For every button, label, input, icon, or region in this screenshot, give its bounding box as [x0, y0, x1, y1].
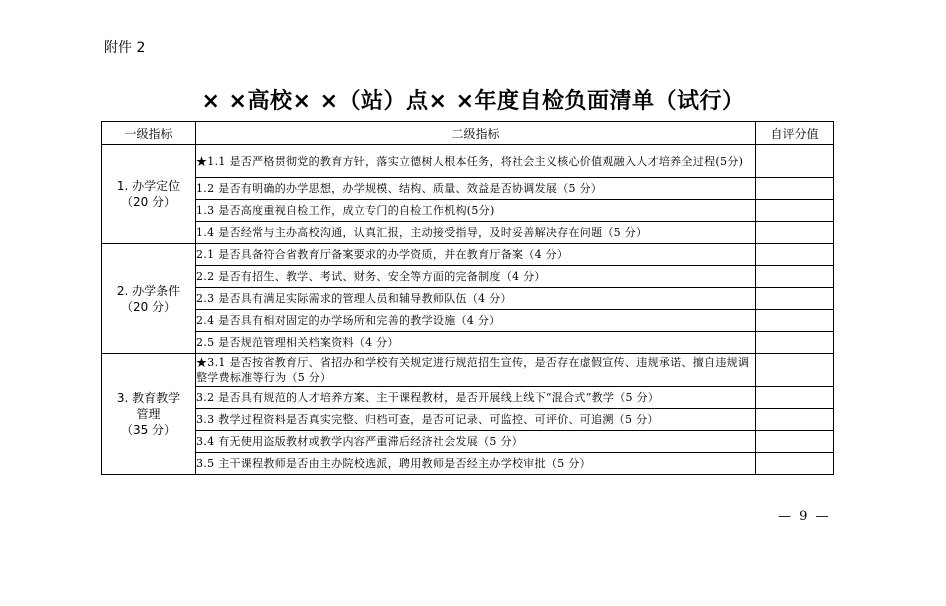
category-cell-2: [102, 244, 196, 354]
table-row: [102, 431, 834, 453]
table-row: [102, 200, 834, 222]
table-row: [102, 354, 834, 387]
category-cell-1: [102, 145, 196, 244]
score-cell[interactable]: [756, 431, 834, 453]
category-name: 3. 教育教学: [116, 391, 181, 405]
score-cell[interactable]: [756, 244, 834, 266]
indicator-cell: 3.5 主干课程教师是否由主办院校选派，聘用教师是否经主办学校审批（5 分）: [196, 453, 756, 475]
score-cell[interactable]: [756, 266, 834, 288]
score-cell[interactable]: [756, 222, 834, 244]
category-points: （20 分）: [120, 195, 177, 209]
category-cell-3: [102, 354, 196, 475]
header-level2: 二级指标: [196, 122, 756, 145]
table-row: [102, 332, 834, 354]
page-number: — 9 —: [778, 509, 831, 524]
indicator-cell: 3.2 是否具有规范的人才培养方案、主干课程教材，是否开展线上线下“混合式”教学（5 分）: [196, 387, 756, 409]
score-cell[interactable]: [756, 178, 834, 200]
indicator-cell: 2.2 是否有招生、教学、考试、财务、安全等方面的完备制度（4 分）: [196, 266, 756, 288]
indicator-cell: 1.4 是否经常与主办高校沟通，认真汇报，主动接受指导，及时妥善解决存在问题（5 分）: [196, 222, 756, 244]
table-row: [102, 145, 834, 178]
score-cell[interactable]: [756, 387, 834, 409]
indicator-cell: 3.3 教学过程资料是否真实完整、归档可查，是否可记录、可监控、可评价、可追溯（5 分）: [196, 409, 756, 431]
indicator-cell: 2.5 是否规范管理相关档案资料（4 分）: [196, 332, 756, 354]
category-name-cont: 管理: [136, 407, 161, 421]
header-level1: 一级指标: [102, 122, 196, 145]
indicator-cell: ★1.1 是否严格贯彻党的教育方针，落实立德树人根本任务，将社会主义核心价值观融入人才培养全过程(5分): [196, 145, 756, 178]
table-row: [102, 178, 834, 200]
negative-list-table: [101, 121, 834, 475]
category-name: 1. 办学定位: [116, 179, 181, 193]
score-cell[interactable]: [756, 200, 834, 222]
indicator-cell: 3.4 有无使用盗版教材或教学内容严重滞后经济社会发展（5 分）: [196, 431, 756, 453]
header-score: 自评分值: [756, 122, 834, 145]
score-cell[interactable]: [756, 453, 834, 475]
table-row: [102, 244, 834, 266]
category-points: （20 分）: [120, 299, 177, 314]
table-header-row: [102, 122, 834, 145]
category-points: （35 分）: [120, 423, 177, 437]
table-row: [102, 266, 834, 288]
table-row: [102, 310, 834, 332]
document-title: × ×高校× ×（站）点× ×年度自检负面清单（试行）: [201, 89, 745, 114]
category-name: 2. 办学条件: [116, 283, 181, 298]
score-cell[interactable]: [756, 354, 834, 387]
table-row: [102, 409, 834, 431]
table-row: [102, 453, 834, 475]
score-cell[interactable]: [756, 409, 834, 431]
indicator-cell: 2.4 是否具有相对固定的办学场所和完善的教学设施（4 分）: [196, 310, 756, 332]
table-row: [102, 387, 834, 409]
indicator-cell: 2.3 是否具有满足实际需求的管理人员和辅导教师队伍（4 分）: [196, 288, 756, 310]
attachment-label: 附件 2: [104, 40, 146, 56]
score-cell[interactable]: [756, 145, 834, 178]
table-row: [102, 222, 834, 244]
indicator-cell: 1.3 是否高度重视自检工作，成立专门的自检工作机构(5分): [196, 200, 756, 222]
indicator-cell: 1.2 是否有明确的办学思想，办学规模、结构、质量、效益是否协调发展（5 分）: [196, 178, 756, 200]
score-cell[interactable]: [756, 288, 834, 310]
score-cell[interactable]: [756, 332, 834, 354]
score-cell[interactable]: [756, 310, 834, 332]
indicator-cell: 2.1 是否具备符合省教育厅备案要求的办学资质，并在教育厅备案（4 分）: [196, 244, 756, 266]
table-row: [102, 288, 834, 310]
indicator-cell: ★3.1 是否按省教育厅、省招办和学校有关规定进行规范招生宣传，是否存在虚假宣传、违规承诺、擅自违规调整学费标准等行为（5 分）: [196, 354, 756, 387]
